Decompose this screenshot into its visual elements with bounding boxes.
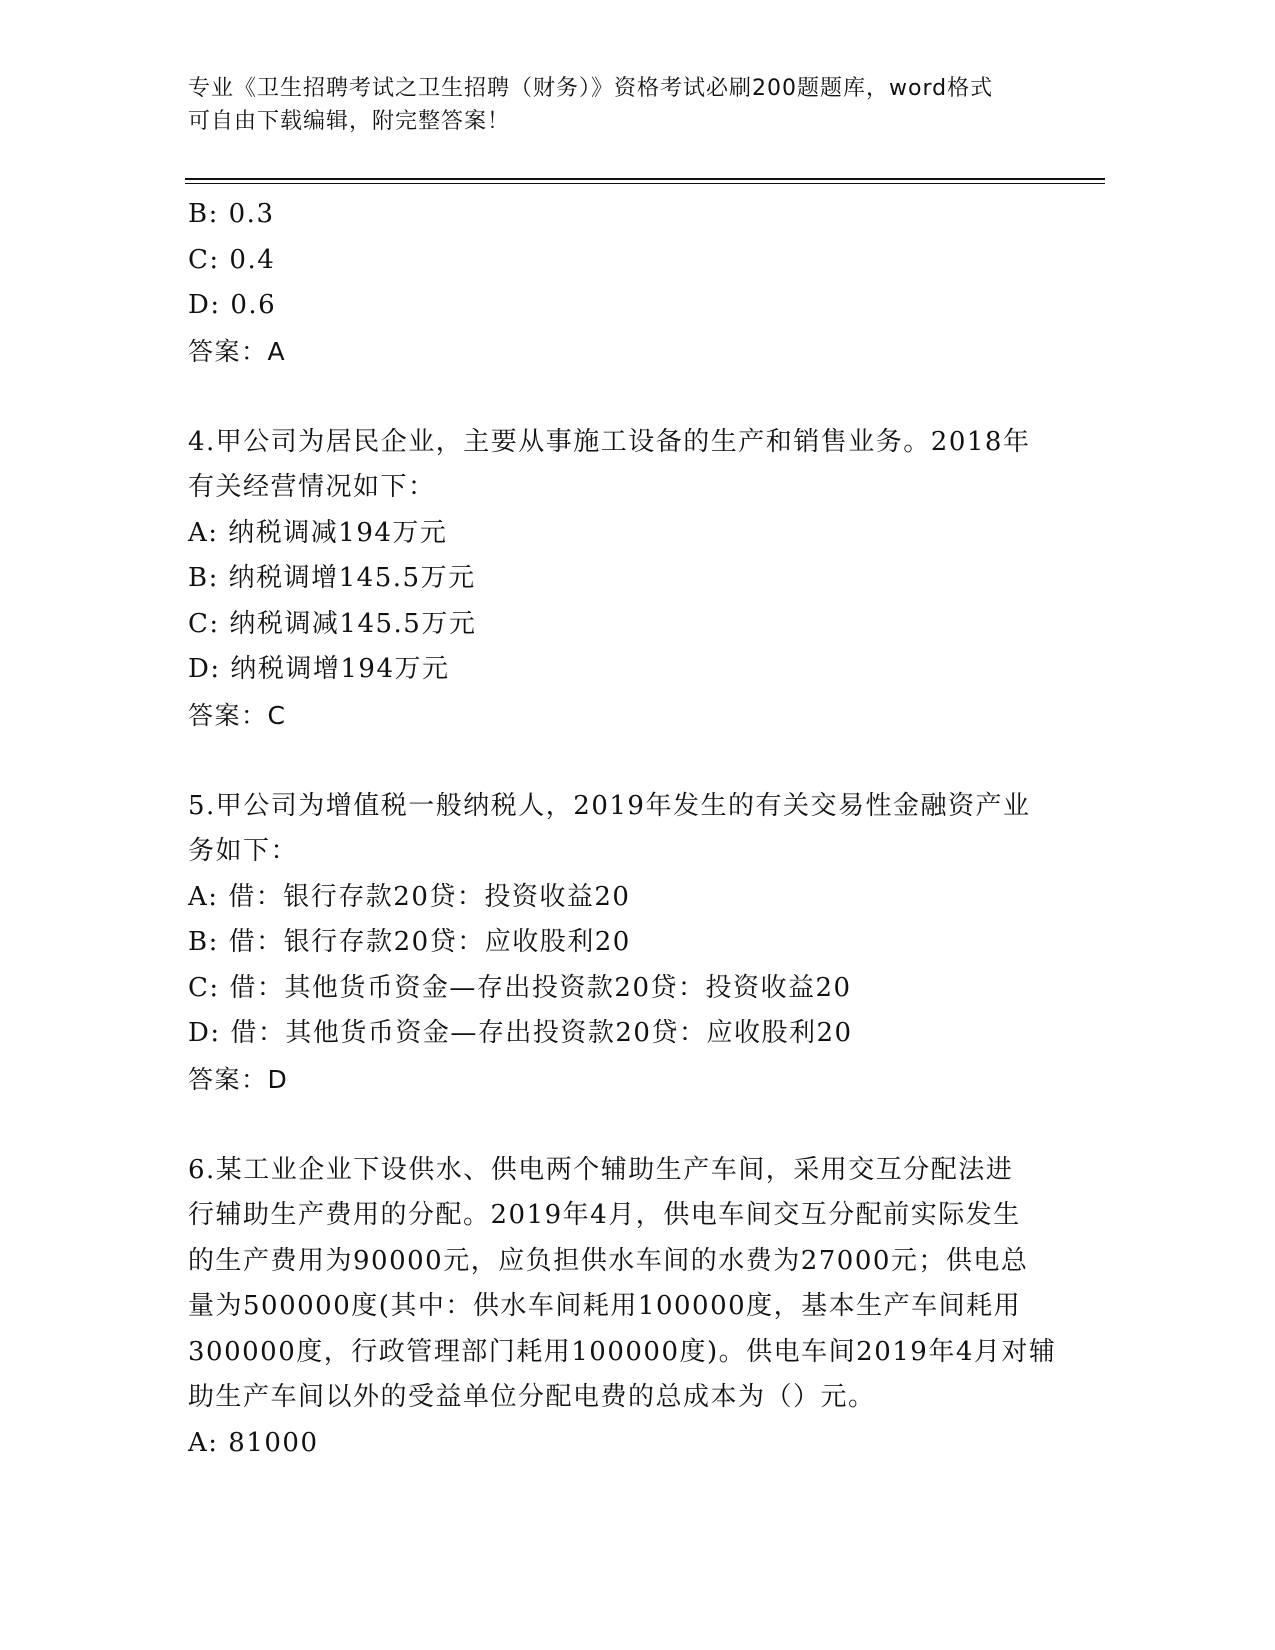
answer-label: 答案：A — [188, 336, 287, 366]
question-text-line: 有关经营情况如下： — [188, 472, 436, 502]
header-line-1: 专业《卫生招聘考试之卫生招聘（财务）》资格考试必刷200题题库，word格式 — [188, 76, 994, 101]
option-b: B: 纳税调增145.5万元 — [188, 563, 476, 593]
question-text-line: 4.甲公司为居民企业，主要从事施工设备的生产和销售业务。2018年 — [188, 426, 1031, 457]
header-divider-thick — [185, 178, 1105, 180]
option-c: C: 借：其他货币资金—存出投资款20贷：投资收益20 — [188, 972, 852, 1003]
question-text-line: 务如下： — [188, 836, 299, 866]
option-a: A: 81000 — [188, 1427, 319, 1458]
question-text-line: 6.某工业企业下设供水、供电两个辅助生产车间，采用交互分配法进 — [188, 1154, 1014, 1185]
question-5 — [188, 784, 1078, 1103]
option-c: C: 0.4 — [188, 244, 276, 275]
option-d: D: 借：其他货币资金—存出投资款20贷：应收股利20 — [188, 1018, 853, 1048]
option-d: D: 纳税调增194万元 — [188, 654, 450, 684]
question-text-line: 的生产费用为90000元，应负担供水车间的水费为27000元；供电总 — [188, 1245, 1029, 1276]
question-text-line: 300000度，行政管理部门耗用100000度)。供电车间2019年4月对辅 — [188, 1336, 1057, 1367]
answer-label: 答案：C — [188, 700, 287, 730]
question-6 — [188, 1148, 1078, 1467]
header-divider-thin — [185, 183, 1105, 184]
question-text-line: 助生产车间以外的受益单位分配电费的总成本为（）元。 — [188, 1382, 876, 1412]
option-c: C: 纳税调减145.5万元 — [188, 608, 477, 639]
option-b: B: 0.3 — [188, 199, 275, 229]
question-4 — [188, 420, 1078, 739]
document-header — [188, 72, 1068, 138]
option-d: D: 0.6 — [188, 290, 277, 320]
question-3 — [188, 192, 1078, 374]
option-a: A: 借：银行存款20贷：投资收益20 — [188, 881, 631, 912]
option-a: A: 纳税调减194万元 — [188, 517, 448, 548]
question-text-line: 量为500000度(其中：供水车间耗用100000度，基本生产车间耗用 — [188, 1291, 1022, 1321]
answer-label: 答案：D — [188, 1064, 289, 1094]
question-text-line: 5.甲公司为增值税一般纳税人，2019年发生的有关交易性金融资产业 — [188, 790, 1031, 821]
header-line-2: 可自由下载编辑，附完整答案！ — [188, 109, 511, 134]
question-text-line: 行辅助生产费用的分配。2019年4月，供电车间交互分配前实际发生 — [188, 1200, 1021, 1230]
option-b: B: 借：银行存款20贷：应收股利20 — [188, 927, 631, 957]
document-body — [188, 192, 1078, 1466]
